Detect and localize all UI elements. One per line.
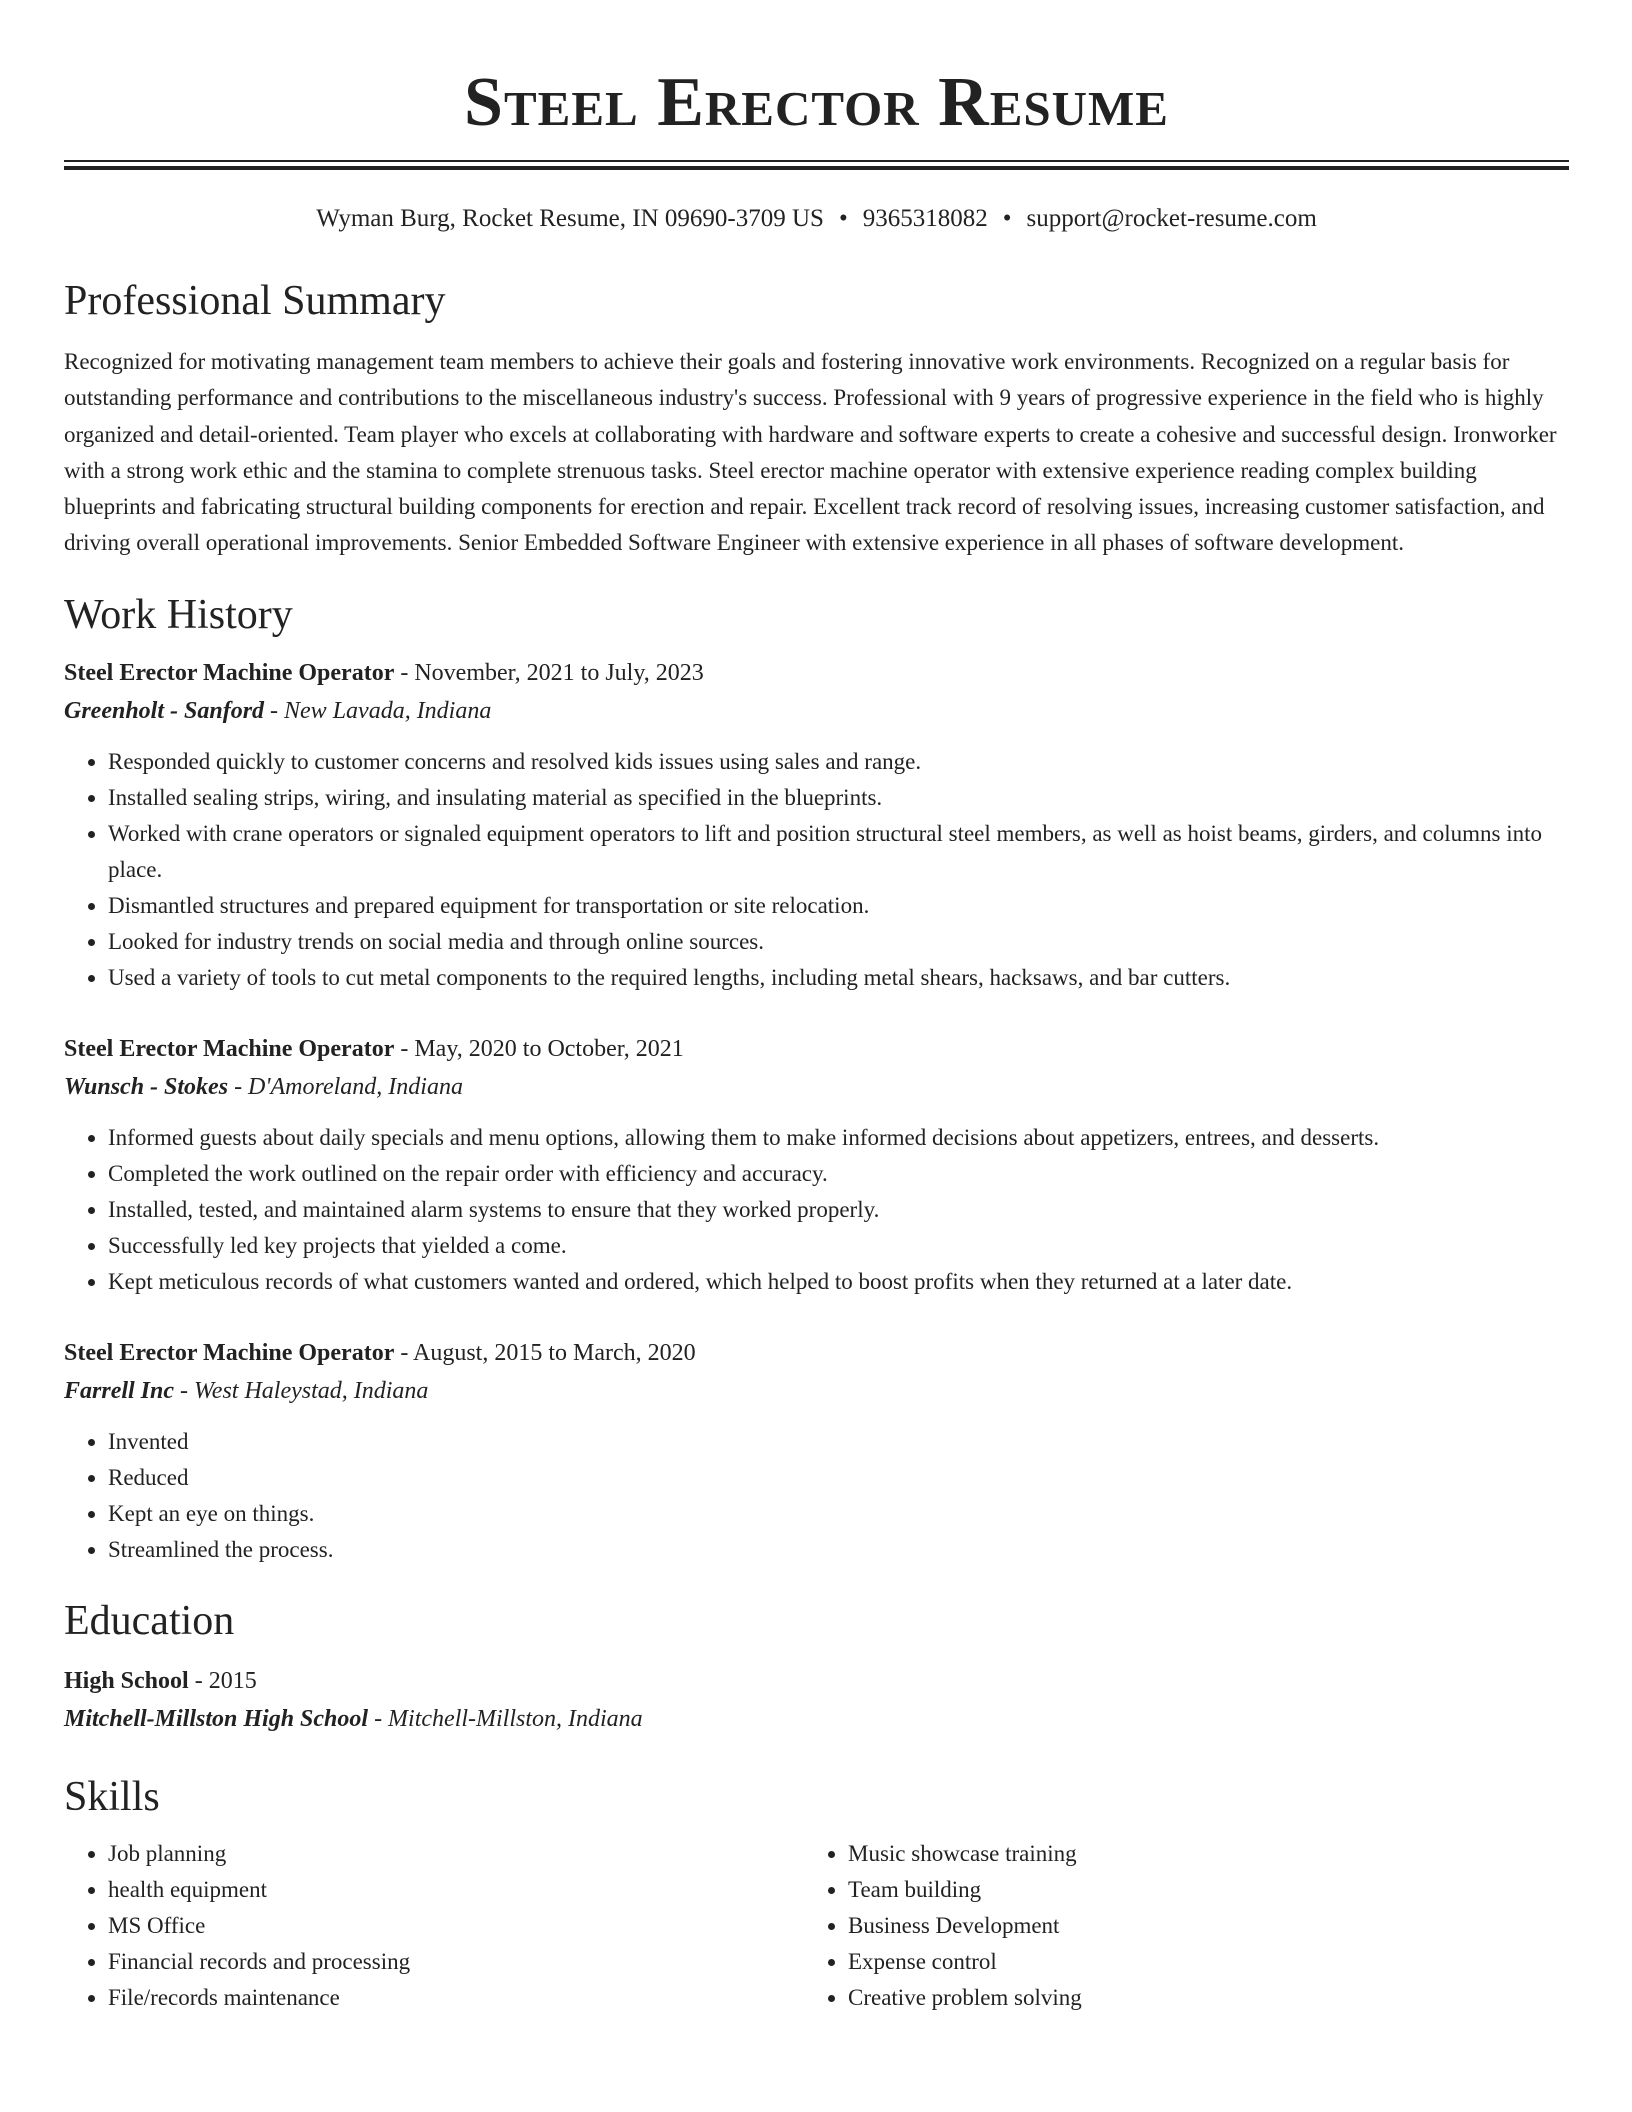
- work-history-heading: Work History: [64, 591, 293, 638]
- job-company: Greenholt - Sanford: [64, 697, 265, 724]
- education-school-line: [64, 1700, 1569, 1738]
- list-item: • Kept an eye on things.: [108, 1496, 1569, 1532]
- job-company-line: [64, 692, 1569, 730]
- job-dates: - August, 2015 to March, 2020: [394, 1339, 696, 1366]
- job-entry: [64, 1334, 1569, 1568]
- list-item: • Completed the work outlined on the repair order with efficiency and accuracy.: [108, 1156, 1569, 1192]
- resume-title: Steel Erector Resume: [464, 64, 1169, 141]
- list-item: • Responded quickly to customer concerns and resolved kids issues using sales and range.: [108, 744, 1569, 780]
- job-entry: [64, 1030, 1569, 1300]
- contact-line: [64, 204, 1569, 234]
- contact-email: support@rocket-resume.com: [1026, 205, 1317, 232]
- job-dates: - May, 2020 to October, 2021: [394, 1035, 684, 1062]
- list-item: • Invented: [108, 1424, 1569, 1460]
- skill-item: • Creative problem solving: [848, 1980, 1544, 2016]
- education-entry: [64, 1662, 1569, 1738]
- list-item: • Informed guests about daily specials and menu options, allowing them to make informed decisions about appetizers, entrees, and desserts.: [108, 1120, 1569, 1156]
- skill-item: • Team building: [848, 1872, 1544, 1908]
- skills-column-left: [64, 1836, 804, 2016]
- list-item: • Installed, tested, and maintained alarm systems to ensure that they worked properly.: [108, 1192, 1569, 1228]
- list-item: • Used a variety of tools to cut metal components to the required lengths, including metal shears, hacksaws, and bar cutters.: [108, 960, 1569, 996]
- summary-text: Recognized for motivating management team members to achieve their goals and fostering innovative work environments. Recognized on a regular basis for outstanding performance and contributions to the miscellaneous industry's success. Professional with 9 years of progressive experience in the field who is highly organized and detail-oriented. Team player who excels at collaborating with hardware and software experts to create a cohesive and successful design. Ironworker with a strong work ethic and the stamina to complete strenuous tasks. Steel erector machine operator with extensive experience reading complex building blueprints and fabricating structural building components for erection and repair. Excellent track record of resolving issues, increasing customer satisfaction, and driving overall operational improvements. Senior Embedded Software Engineer with extensive experience in all phases of software development.: [64, 349, 1557, 556]
- title-divider: [64, 160, 1569, 170]
- skill-item: • Music showcase training: [848, 1836, 1544, 1872]
- list-item: • Worked with crane operators or signaled equipment operators to lift and position structural steel members, as well as hoist beams, girders, and columns into place.: [108, 816, 1569, 888]
- list-item: • Dismantled structures and prepared equipment for transportation or site relocation.: [108, 888, 1569, 924]
- contact-address: Wyman Burg, Rocket Resume, IN 09690-3709 US: [316, 205, 824, 232]
- education-degree: High School: [64, 1667, 189, 1694]
- job-dates: - November, 2021 to July, 2023: [394, 659, 704, 686]
- skill-item: • MS Office: [108, 1908, 804, 1944]
- education-degree-line: [64, 1662, 1569, 1700]
- list-item: • Installed sealing strips, wiring, and insulating material as specified in the blueprints.: [108, 780, 1569, 816]
- contact-separator: •: [838, 205, 848, 232]
- skill-item: • File/records maintenance: [108, 1980, 804, 2016]
- skill-item: • Job planning: [108, 1836, 804, 1872]
- skill-item: • Business Development: [848, 1908, 1544, 1944]
- job-bullets: [64, 744, 1569, 996]
- list-item: • Reduced: [108, 1460, 1569, 1496]
- job-company: Wunsch - Stokes: [64, 1073, 229, 1100]
- list-item: • Successfully led key projects that yielded a come.: [108, 1228, 1569, 1264]
- education-location: - Mitchell-Millston, Indiana: [368, 1705, 643, 1732]
- job-company: Farrell Inc: [64, 1377, 175, 1404]
- job-title: Steel Erector Machine Operator: [64, 659, 395, 686]
- skills-list: [64, 1836, 1569, 2016]
- job-company-line: [64, 1068, 1569, 1106]
- summary-heading: Professional Summary: [64, 278, 446, 324]
- job-title-line: [64, 1030, 1569, 1068]
- job-title: Steel Erector Machine Operator: [64, 1035, 395, 1062]
- skill-item: • Financial records and processing: [108, 1944, 804, 1980]
- skill-item: • health equipment: [108, 1872, 804, 1908]
- job-company-line: [64, 1372, 1569, 1410]
- job-location: - New Lavada, Indiana: [264, 697, 492, 724]
- job-title-line: [64, 1334, 1569, 1372]
- list-item: • Looked for industry trends on social media and through online sources.: [108, 924, 1569, 960]
- job-bullets: [64, 1120, 1569, 1300]
- resume-page: [64, 0, 1569, 2016]
- skills-heading: Skills: [64, 1773, 160, 1820]
- contact-separator: •: [1002, 205, 1012, 232]
- job-location: - D'Amoreland, Indiana: [228, 1073, 463, 1100]
- job-entry: [64, 654, 1569, 996]
- skills-column-right: [804, 1836, 1544, 2016]
- education-year: - 2015: [188, 1667, 257, 1694]
- job-title-line: [64, 654, 1569, 692]
- contact-phone: 9365318082: [862, 205, 988, 232]
- education-school: Mitchell-Millston High School: [64, 1705, 369, 1732]
- skill-item: • Expense control: [848, 1944, 1544, 1980]
- job-location: - West Haleystad, Indiana: [174, 1377, 429, 1404]
- list-item: • Kept meticulous records of what customers wanted and ordered, which helped to boost profits when they returned at a later date.: [108, 1264, 1569, 1300]
- list-item: • Streamlined the process.: [108, 1532, 1569, 1568]
- education-heading: Education: [64, 1597, 235, 1644]
- job-bullets: [64, 1424, 1569, 1568]
- job-title: Steel Erector Machine Operator: [64, 1339, 395, 1366]
